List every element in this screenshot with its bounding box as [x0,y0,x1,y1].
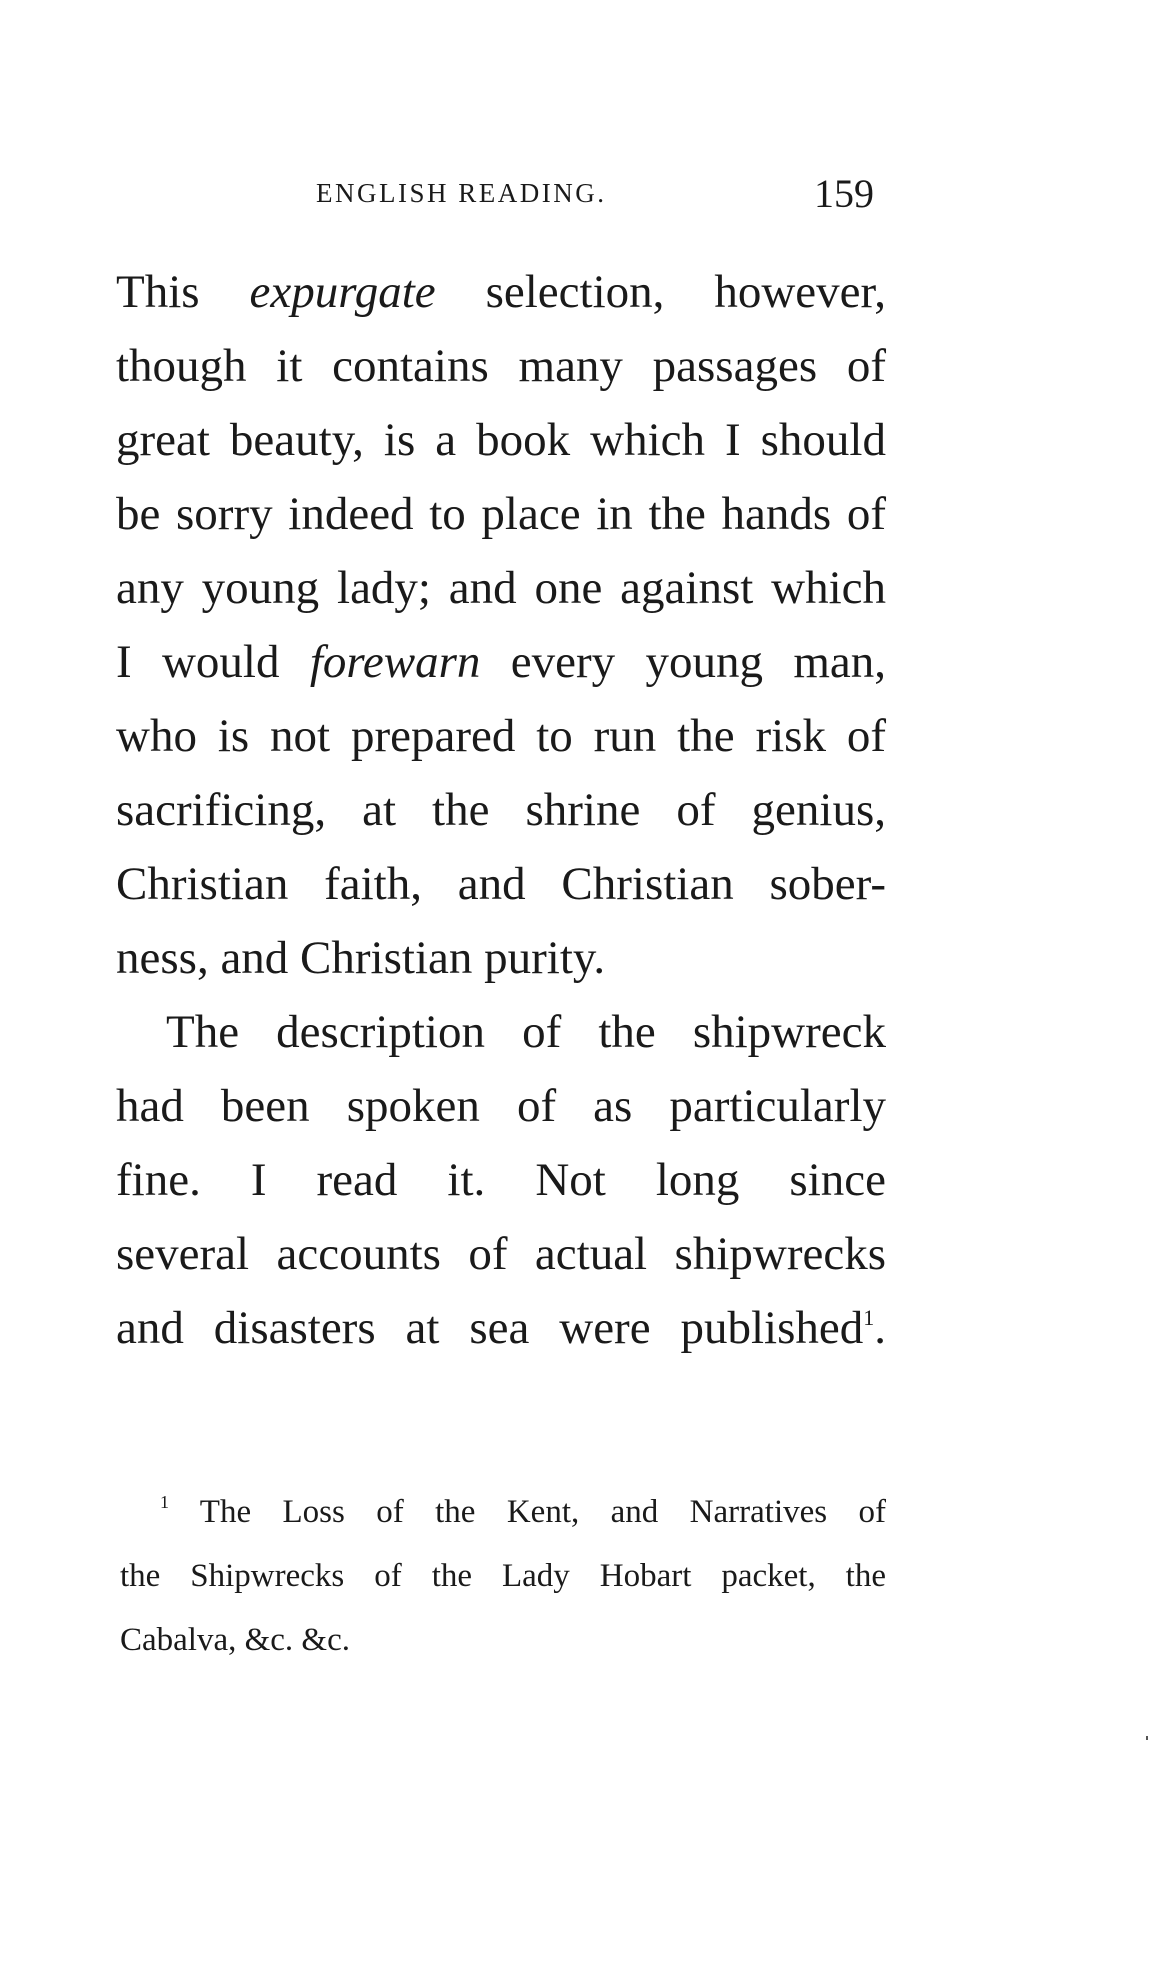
footnote-reference: 1 [863,1305,875,1330]
paragraph-2-line-4: several accounts of actual shipwrecks [116,1228,886,1280]
text-run: selection, however, [435,266,886,318]
text-run: This [116,266,250,318]
paragraph-1-line-4: be sorry indeed to place in the hands of [116,488,886,540]
italic-word-forewarn: forewarn [309,636,481,688]
paragraph-1-line-5: any young lady; and one against which [116,562,886,614]
text-run: I would [116,636,310,688]
main-text [116,255,886,1365]
text-run: and disasters at sea were published [116,1302,864,1354]
paragraph-1-line-1 [116,255,886,329]
paragraph-1-line-3: great beauty, is a book which I should [116,414,886,466]
footnote-marker: 1 [160,1492,169,1512]
paragraph-1-line-9: Christian faith, and Christian sober- [116,858,886,910]
text-run: every young man, [480,636,886,688]
paragraph-2-line-5 [116,1291,886,1365]
paragraph-2-line-3: fine. I read it. Not long since [116,1154,886,1206]
footnote-line-1 [120,1480,886,1544]
margin-speck [1146,1736,1148,1740]
text-run: . [874,1302,886,1354]
footnote-line-3: Cabalva, &c. &c. [120,1622,351,1658]
footnote-line-2: the Shipwrecks of the Lady Hobart packet, the [120,1558,886,1594]
paragraph-2-line-1: The description of the shipwreck [166,1006,886,1058]
paragraph-1-line-10: ness, and Christian purity. [116,932,606,984]
italic-word-expurgate: expurgate [249,266,436,318]
running-title: ENGLISH READING. [316,178,607,208]
paragraph-1-line-2: though it contains many passages of [116,340,886,392]
paragraph-1-line-6 [116,625,886,699]
text-run: The Loss of the Kent, and Narratives of [169,1494,886,1530]
paragraph-1-line-7: who is not prepared to run the risk of [116,710,886,762]
page-number: 159 [814,171,874,216]
paragraph-2-line-2: had been spoken of as particularly [116,1080,886,1132]
footnote [120,1480,886,1672]
paragraph-1-line-8: sacrificing, at the shrine of genius, [116,784,886,836]
